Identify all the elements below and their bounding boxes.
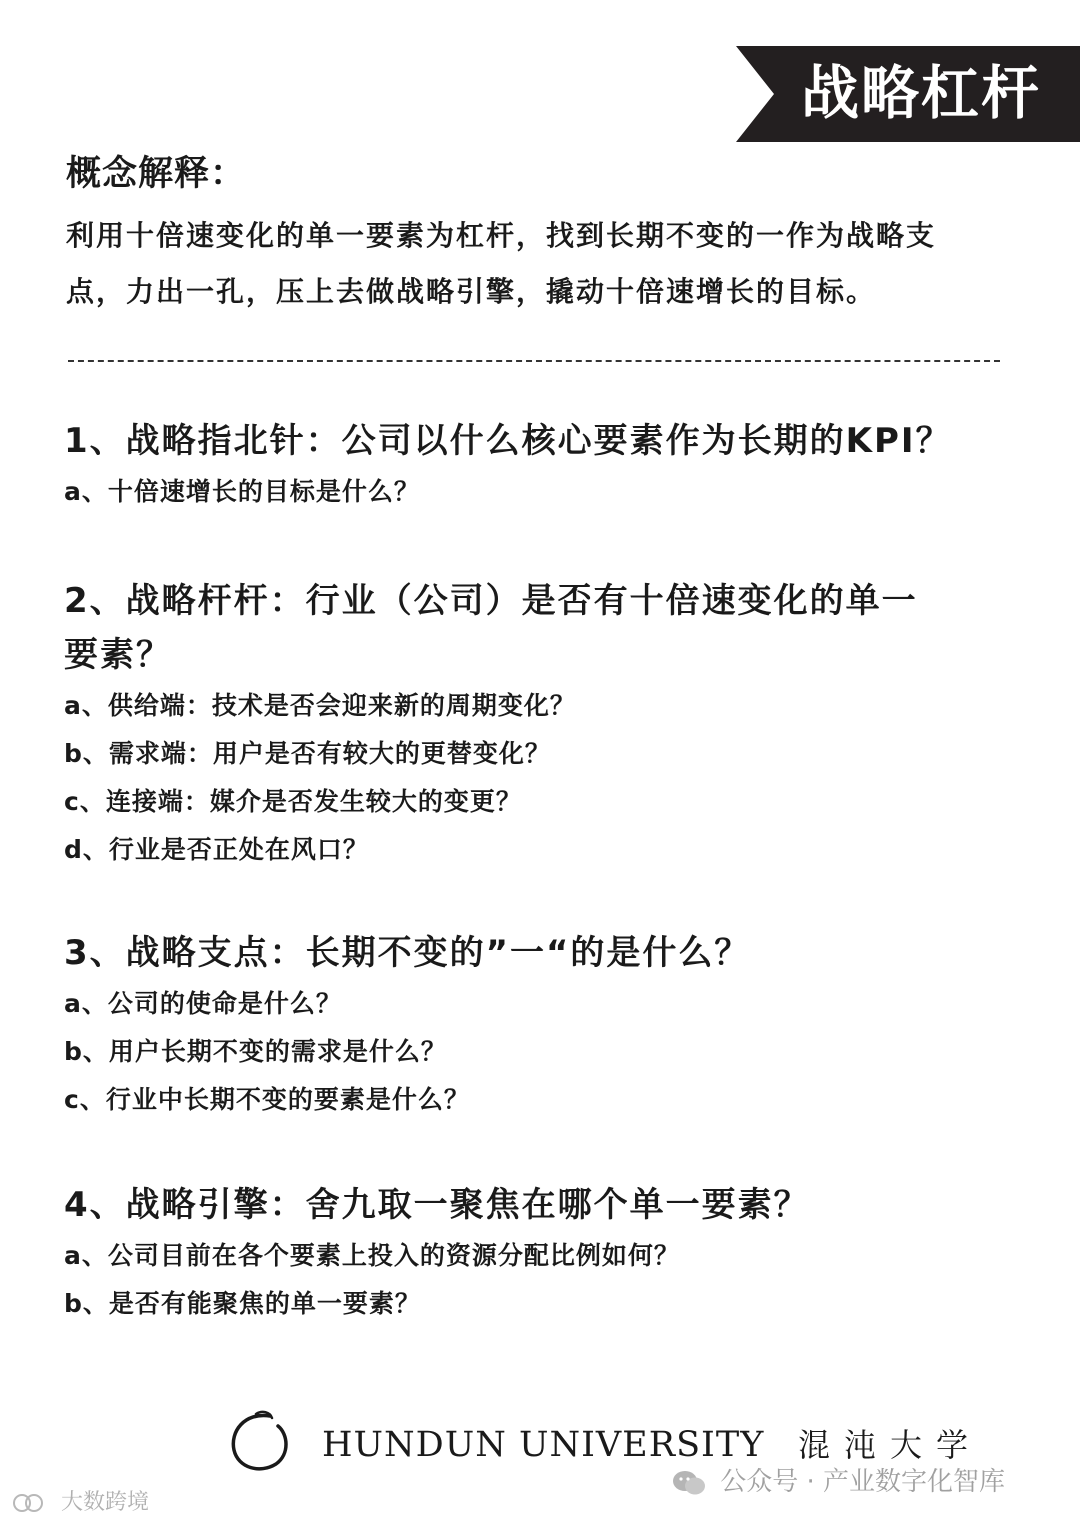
sub-question: c、行业中长期不变的要素是什么？: [64, 1085, 470, 1114]
concept-line: 利用十倍速变化的单一要素为杠杆，找到长期不变的一作为战略支: [66, 219, 937, 252]
dashed-divider: [68, 360, 1000, 362]
wechat-icon: [672, 1469, 706, 1497]
concept-line: 点，力出一孔，压上去做战略引擎，撬动十倍速增长的目标。: [66, 275, 877, 308]
brand-name-cn: 混沌大学: [798, 1426, 983, 1464]
sub-question: a、公司目前在各个要素上投入的资源分配比例如何？: [64, 1241, 680, 1270]
section-fulcrum: [64, 926, 1024, 1124]
corner-watermark-text: 大数跨境: [61, 1490, 150, 1515]
chain-link-icon: [10, 1491, 50, 1515]
wechat-watermark: [672, 1462, 1005, 1502]
sub-question: d、行业是否正处在风口？: [64, 835, 369, 864]
brand-name-en: HUNDUN UNIVERSITY: [322, 1425, 765, 1465]
sub-question: b、需求端：用户是否有较大的更替变化？: [64, 739, 551, 768]
corner-watermark: [10, 1486, 149, 1520]
wechat-watermark-text: 公众号 · 产业数字化智库: [720, 1467, 1006, 1497]
sub-question: b、是否有能聚焦的单一要素？: [64, 1289, 421, 1318]
page-title: 战略杠杆: [800, 59, 1041, 127]
concept-heading: 概念解释：: [66, 154, 247, 194]
sub-question: b、用户长期不变的需求是什么？: [64, 1037, 447, 1066]
section-question: 3、战略支点：长期不变的”一“的是什么？: [64, 933, 751, 973]
section-engine: [64, 1178, 1024, 1328]
section-question: 2、战略杆杆：行业（公司）是否有十倍速变化的单一: [64, 581, 918, 621]
sub-question: a、供给端：技术是否会迎来新的周期变化？: [64, 691, 576, 720]
section-compass: [64, 414, 1024, 516]
section-question: 4、战略引擎：舍九取一聚焦在哪个单一要素？: [64, 1185, 810, 1225]
sub-question: a、公司的使命是什么？: [64, 989, 342, 1018]
hundun-logo-icon: [226, 1408, 296, 1478]
section-question-cont: 要素？: [64, 635, 172, 675]
sub-question: a、十倍速增长的目标是什么？: [64, 477, 420, 506]
section-lever: [64, 574, 1024, 874]
concept-body: [66, 208, 1016, 320]
section-question: 1、战略指北针：公司以什么核心要素作为长期的KPI？: [64, 421, 952, 461]
sub-question: c、连接端：媒介是否发生较大的变更？: [64, 787, 522, 816]
